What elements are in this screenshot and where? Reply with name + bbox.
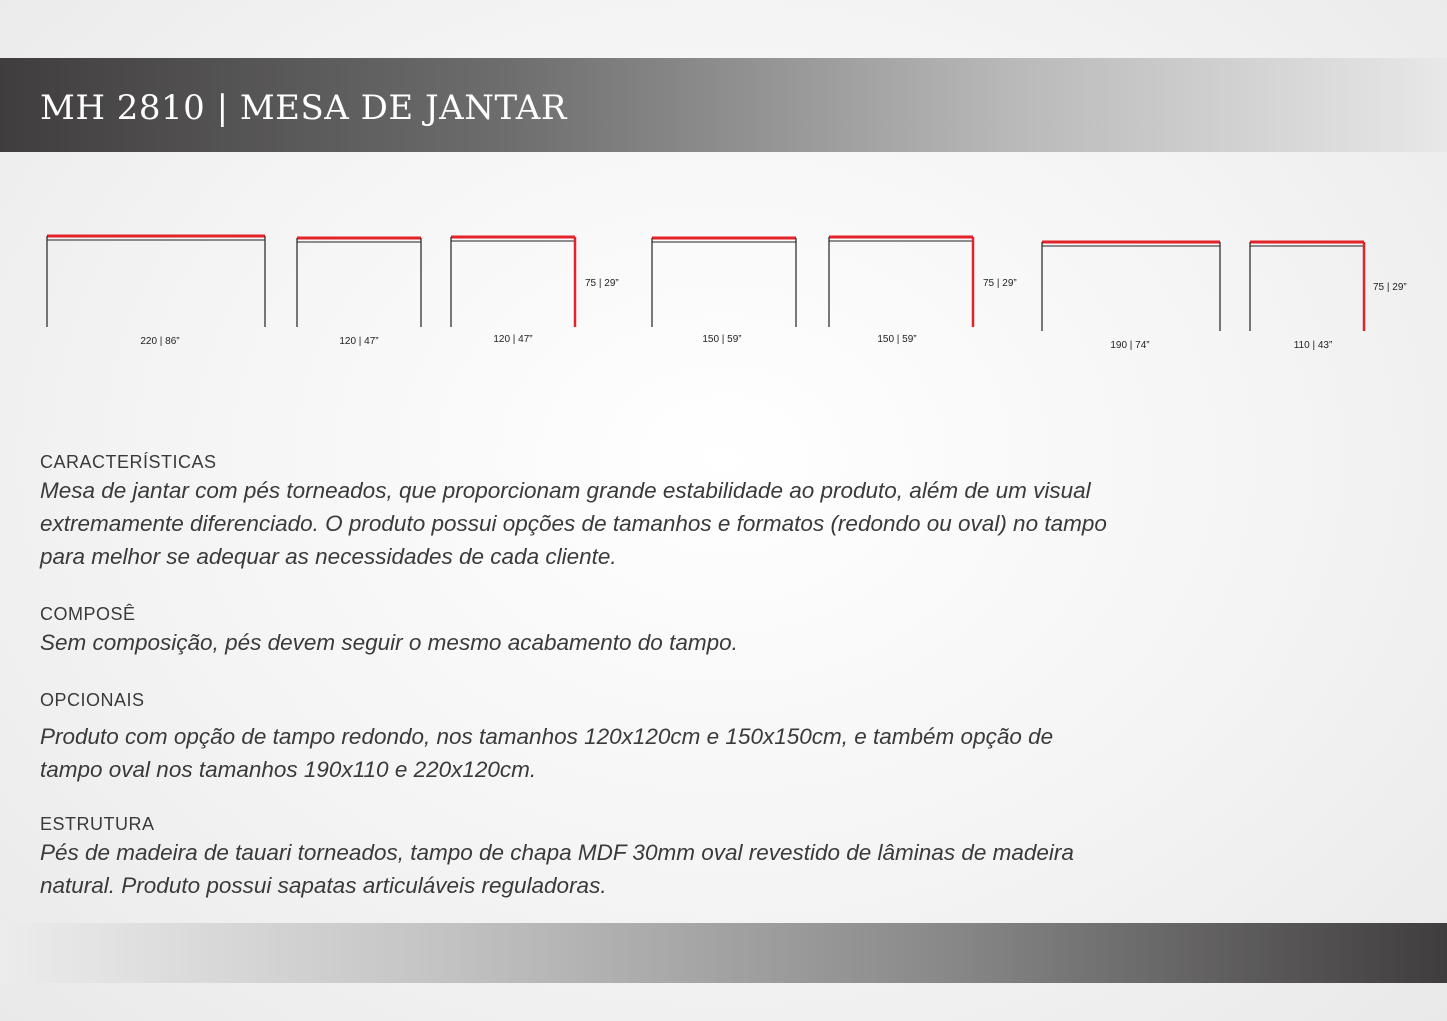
footer-bar <box>0 923 1447 983</box>
section-estrutura <box>40 812 1074 902</box>
width-label: 150 | 59” <box>877 334 917 345</box>
dimension-diagrams <box>0 220 1447 370</box>
diagram-190 <box>1042 242 1220 351</box>
section-opcionais <box>40 688 1053 786</box>
diagram-120-height <box>451 237 619 345</box>
width-label: 120 | 47” <box>493 334 533 345</box>
diagram-150-a <box>652 238 796 345</box>
section-composicao <box>40 602 738 659</box>
section-line: para melhor se adequar as necessidades de cada cliente. <box>40 544 617 569</box>
width-label: 150 | 59” <box>702 334 742 345</box>
width-label: 220 | 86” <box>140 336 180 347</box>
section-label: COMPOSÊ <box>40 604 136 624</box>
height-label: 75 | 29” <box>585 278 619 289</box>
section-line: Sem composição, pés devem seguir o mesmo acabamento do tampo. <box>40 630 738 655</box>
section-line: Produto com opção de tampo redondo, nos tamanhos 120x120cm e 150x150cm, e também opção de <box>40 724 1054 749</box>
header-bar <box>0 58 1447 152</box>
section-caracteristicas <box>40 450 1107 573</box>
section-label: ESTRUTURA <box>40 814 155 834</box>
section-line: tampo oval nos tamanhos 190x110 e 220x120cm. <box>40 757 537 782</box>
section-label: OPCIONAIS <box>40 690 145 710</box>
width-label: 120 | 47” <box>339 336 379 347</box>
section-line: extremamente diferenciado. O produto possui opções de tamanhos e formatos (redondo ou oval) no tampo <box>40 511 1107 536</box>
diagram-220 <box>47 236 265 347</box>
section-label: CARACTERÍSTICAS <box>40 452 217 472</box>
diagrams-svg <box>0 220 1447 370</box>
section-line: natural. Produto possui sapatas articuláveis reguladoras. <box>40 873 607 898</box>
section-line: Mesa de jantar com pés torneados, que proporcionam grande estabilidade ao produto, além de um visual <box>40 478 1091 503</box>
diagram-150-height <box>829 237 1017 345</box>
width-label: 190 | 74” <box>1110 340 1150 351</box>
page-title: MH 2810 | MESA DE JANTAR <box>40 88 567 128</box>
diagram-120-a <box>297 238 421 347</box>
diagram-110-height <box>1250 242 1407 351</box>
section-line: Pés de madeira de tauari torneados, tampo de chapa MDF 30mm oval revestido de lâminas de madeira <box>40 840 1074 865</box>
height-label: 75 | 29” <box>1373 282 1407 293</box>
height-label: 75 | 29” <box>983 278 1017 289</box>
width-label: 110 | 43” <box>1293 340 1333 351</box>
